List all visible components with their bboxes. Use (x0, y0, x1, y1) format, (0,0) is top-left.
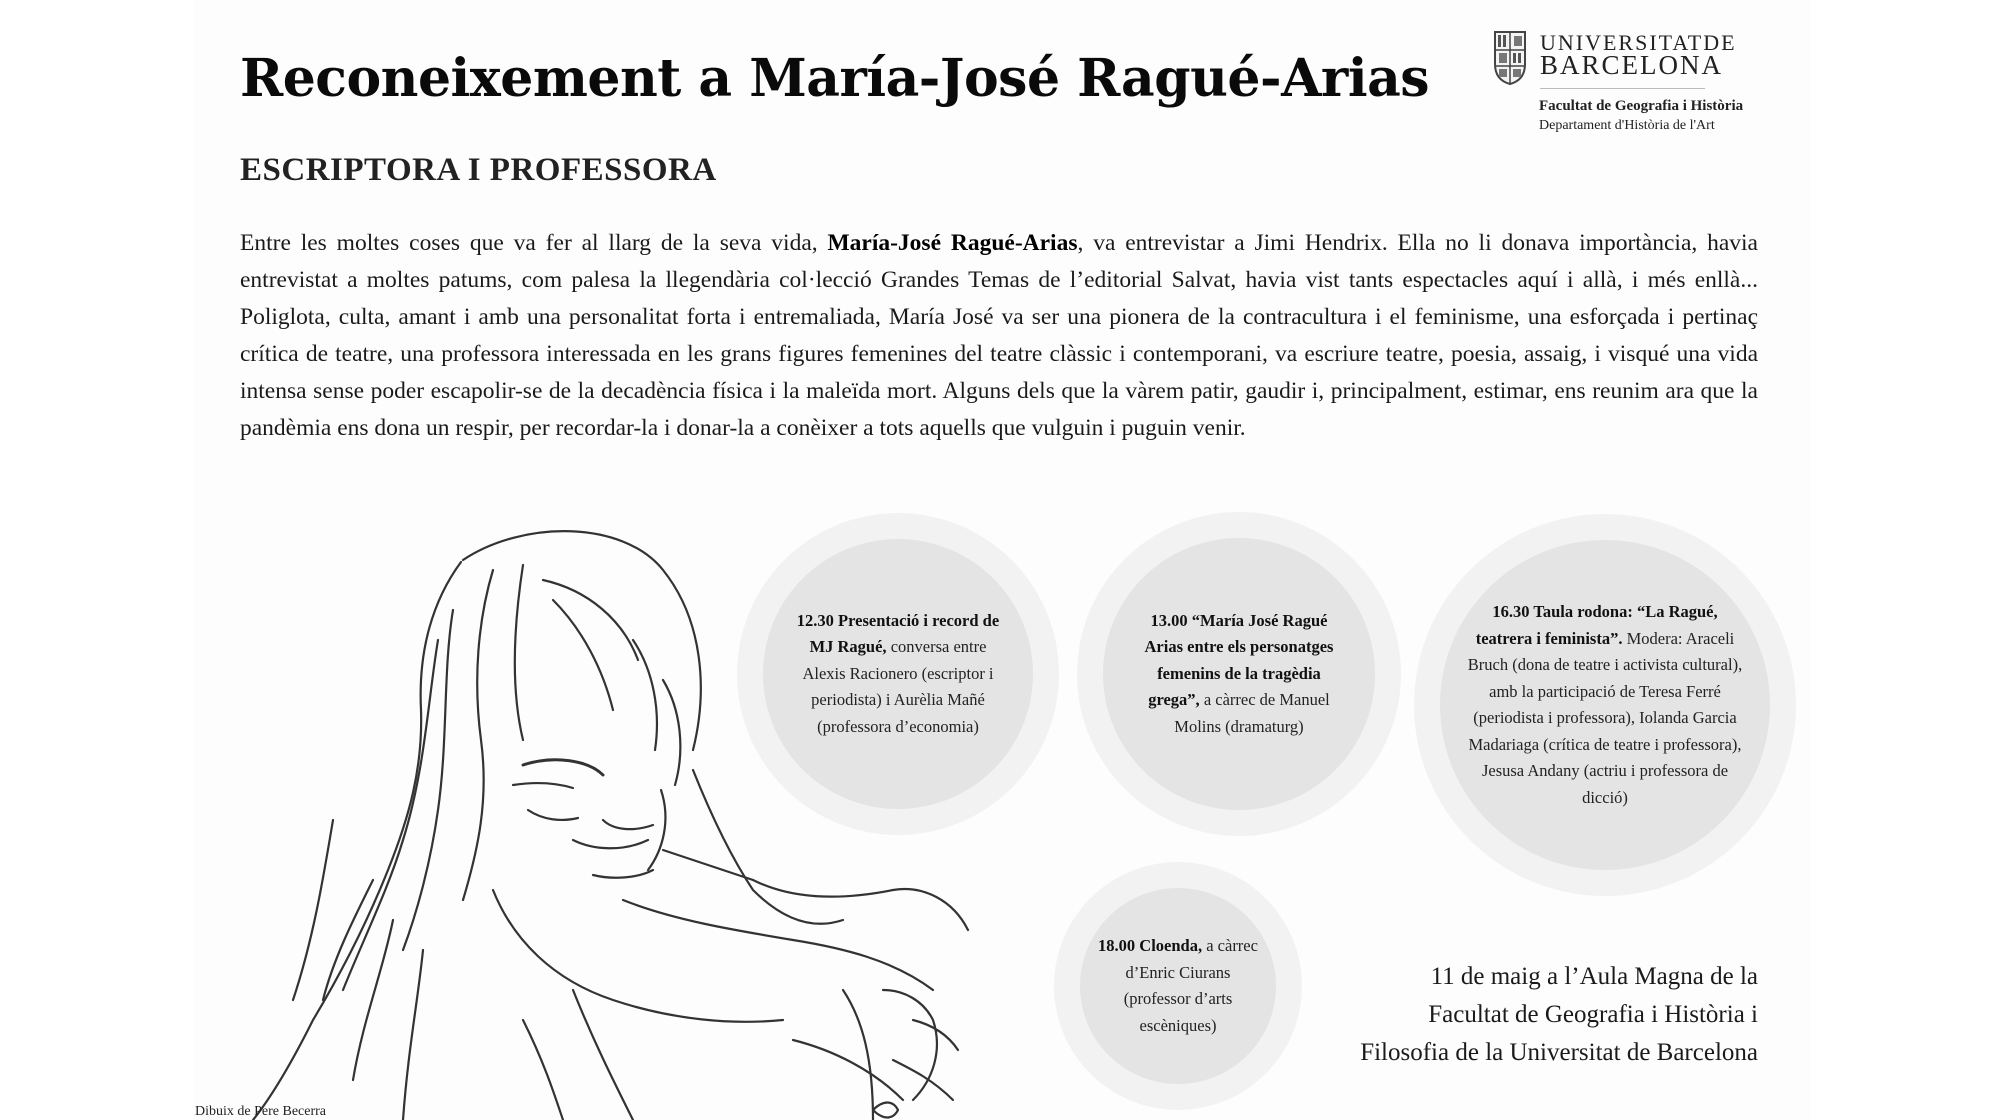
university-logo (1493, 28, 1763, 138)
venue-line-3: Filosofia de la Universitat de Barcelona (1360, 1039, 1758, 1066)
event-3-heading: 16.30 Taula rodona: “La Ragué, teatrera i feminista”. (1475, 602, 1718, 648)
page-title: Reconeixement a María-José Ragué-Arias (240, 48, 1430, 109)
university-name-line2: BARCELONA (1540, 50, 1724, 80)
event-3 (1440, 540, 1770, 870)
right-margin (1811, 0, 2004, 1120)
event-4-body: a càrrec d’Enric Ciurans (professor d’arts escèniques) (1123, 936, 1258, 1035)
event-3-text (1468, 599, 1743, 811)
drawing-credit: Dibuix de Pere Becerra (195, 1104, 326, 1119)
event-1-text (792, 608, 1004, 741)
venue-line-1: 11 de maig a l’Aula Magna de la (1430, 963, 1758, 990)
page-subtitle: ESCRIPTORA I PROFESSORA (240, 152, 717, 188)
department-name: Departament d'Història de l'Art (1539, 118, 1715, 133)
poster-page (193, 0, 1811, 1120)
event-1-body: conversa entre Alexis Racionero (escriptor i periodista) i Aurèlia Mañé (professora d’economia) (802, 637, 994, 736)
intro-paragraph (240, 225, 1758, 447)
event-3-body: Modera: Araceli Bruch (dona de teatre i activista cultural), amb la participació de Teresa Ferré (periodista i professora), Iolanda Garcia Madariaga (crítica de teatre i professora), Jesusa Andany (actriu i professora de dicció) (1467, 628, 1743, 807)
intro-text-rest: , va entrevistar a Jimi Hendrix. Ella no li donava importància, havia entrevistat a moltes patums, com palesa la llegendària col·lecció Grandes Temas de l’editorial Salvat, havia vist tants espectacles aquí i allà, i més enllà... Poliglota, culta, amant i amb una personalitat forta i entremaliada, María José va ser una pionera de la contracultura i el feminisme, una esforçada i pertinaç crítica de teatre, una professora interessada en les grans figures femenines del teatre clàssic i contemporani, va escriure teatre, poesia, assaig, i visqué una vida intensa sense poder escapolir-se de la decadència física i la maleïda mort. Alguns dels que la vàrem patir, gaudir i, principalment, estimar, ens reunim ara que la pandèmia ens dona un respir, per recordar-la i donar-la a conèixer a tots aquells que vulguin i puguin venir. (240, 230, 1758, 441)
university-name-line1: UNIVERSITATDE (1540, 30, 1737, 55)
logo-divider (1540, 88, 1705, 89)
event-4-heading: 18.00 Cloenda, (1098, 936, 1203, 955)
event-2 (1103, 538, 1375, 810)
event-1-heading: 12.30 Presentació i record de MJ Ragué, (796, 610, 1000, 657)
intro-text-start: Entre les moltes coses que va fer al llarg de la seva vida, (240, 230, 828, 256)
event-2-heading: 13.00 “María José Ragué Arias entre els personatges femenins de la tragèdia grega”, (1144, 610, 1334, 710)
faculty-name: Facultat de Geografia i Història (1539, 98, 1744, 114)
venue-line-2: Facultat de Geografia i Història i (1428, 1001, 1758, 1028)
event-2-body: a càrrec de Manuel Molins (dramaturg) (1174, 690, 1330, 736)
left-margin (0, 0, 193, 1120)
venue-info (993, 958, 1758, 1072)
intro-honoree-name: María-José Ragué-Arias (827, 230, 1078, 256)
university-crest-icon (1493, 28, 1527, 86)
event-2-text (1130, 608, 1348, 741)
event-1 (763, 539, 1033, 809)
